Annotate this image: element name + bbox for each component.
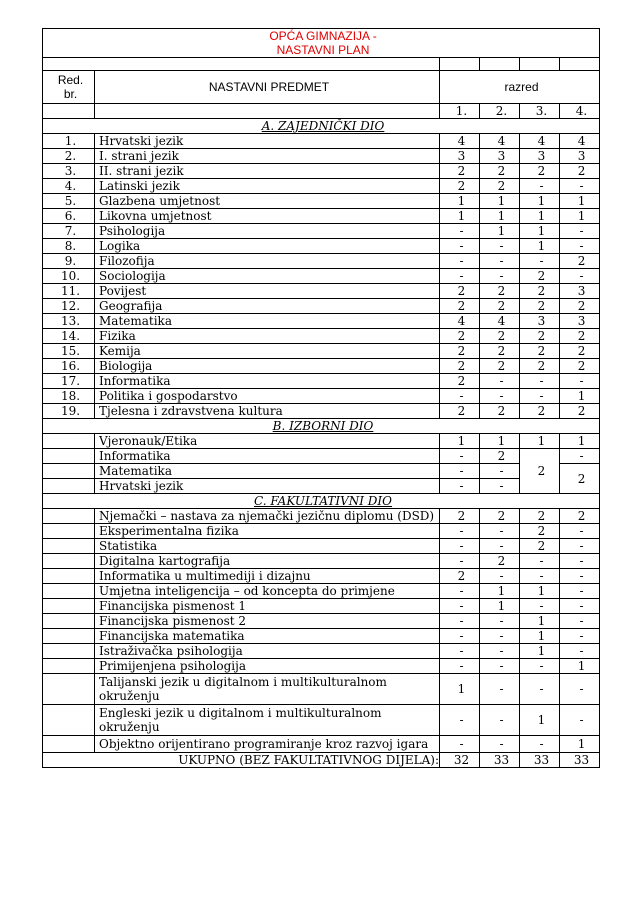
hours-cell: 2 xyxy=(480,404,520,419)
hours-cell: - xyxy=(440,449,480,464)
total-cell: 33 xyxy=(520,753,560,768)
hours-cell: - xyxy=(480,614,520,629)
section-b-row xyxy=(43,419,600,434)
hours-cell: - xyxy=(440,705,480,736)
subject-name: Informatika xyxy=(95,374,440,389)
hours-cell: - xyxy=(480,705,520,736)
table-row xyxy=(43,374,600,389)
row-number xyxy=(43,539,95,554)
table-row xyxy=(43,509,600,524)
row-number: 19. xyxy=(43,404,95,419)
table-row xyxy=(43,464,600,479)
table-row xyxy=(43,284,600,299)
row-number: 15. xyxy=(43,344,95,359)
subject-name: Eksperimentalna fizika xyxy=(95,524,440,539)
hours-cell: 2 xyxy=(520,359,560,374)
hours-cell: 2 xyxy=(520,329,560,344)
table-row xyxy=(43,359,600,374)
grade-2: 2. xyxy=(480,104,520,119)
hours-cell: - xyxy=(560,239,600,254)
hours-cell: 2 xyxy=(440,509,480,524)
hours-cell: 1 xyxy=(560,659,600,674)
hours-cell: 2 xyxy=(440,299,480,314)
hours-cell: 3 xyxy=(520,149,560,164)
subject-name: Talijanski jezik u digitalnom i multikulturalnom okruženju xyxy=(95,674,440,705)
subject-name: Vjeronauk/Etika xyxy=(95,434,440,449)
subject-name: Hrvatski jezik xyxy=(95,134,440,149)
subject-name: Biologija xyxy=(95,359,440,374)
table-row xyxy=(43,449,600,464)
hours-cell: 2 xyxy=(480,284,520,299)
table-row xyxy=(43,314,600,329)
hours-cell: - xyxy=(560,705,600,736)
hours-cell: 2 xyxy=(440,569,480,584)
hours-cell: 1 xyxy=(440,434,480,449)
hours-cell: - xyxy=(560,539,600,554)
hours-cell: - xyxy=(480,479,520,494)
row-number: 12. xyxy=(43,299,95,314)
hours-cell: 1 xyxy=(560,736,600,753)
hours-cell: 4 xyxy=(440,134,480,149)
row-number: 5. xyxy=(43,194,95,209)
table-row xyxy=(43,299,600,314)
table-row xyxy=(43,629,600,644)
hours-cell: - xyxy=(440,614,480,629)
hours-cell: - xyxy=(520,254,560,269)
hours-cell: - xyxy=(520,554,560,569)
hours-cell: 2 xyxy=(480,359,520,374)
table-row xyxy=(43,164,600,179)
subject-name: Njemački – nastava za njemački jezičnu diplomu (DSD) xyxy=(95,509,440,524)
hours-cell: 1 xyxy=(520,194,560,209)
predmet-header: NASTAVNI PREDMET xyxy=(95,71,440,104)
hours-cell: - xyxy=(440,524,480,539)
table-row xyxy=(43,554,600,569)
hours-cell: 1 xyxy=(520,705,560,736)
hours-cell: - xyxy=(560,644,600,659)
hours-cell: - xyxy=(440,254,480,269)
title-line-1: OPĆA GIMNAZIJA - xyxy=(269,29,377,43)
table-row xyxy=(43,705,600,736)
row-number xyxy=(43,705,95,736)
hours-cell: 1 xyxy=(520,629,560,644)
hours-cell: 1 xyxy=(480,224,520,239)
hours-cell: 2 xyxy=(440,344,480,359)
hours-cell: - xyxy=(560,614,600,629)
hours-cell: - xyxy=(520,374,560,389)
hours-cell: 2 xyxy=(560,344,600,359)
hours-cell: 2 xyxy=(560,254,600,269)
row-number: 16. xyxy=(43,359,95,374)
table-row xyxy=(43,434,600,449)
hours-cell: - xyxy=(520,599,560,614)
row-number xyxy=(43,554,95,569)
subject-name: Filozofija xyxy=(95,254,440,269)
hours-cell: - xyxy=(440,629,480,644)
hours-cell: - xyxy=(560,524,600,539)
table-row xyxy=(43,329,600,344)
hours-cell: 1 xyxy=(480,584,520,599)
hours-cell: 1 xyxy=(520,644,560,659)
hours-cell: 4 xyxy=(560,134,600,149)
hours-cell: 2 xyxy=(560,359,600,374)
hours-cell: - xyxy=(480,644,520,659)
table-row xyxy=(43,254,600,269)
hours-cell-merged: 2 xyxy=(520,449,560,494)
hours-cell: 4 xyxy=(440,314,480,329)
hours-cell: 2 xyxy=(480,344,520,359)
hours-cell: 2 xyxy=(520,164,560,179)
row-number: 13. xyxy=(43,314,95,329)
row-number xyxy=(43,524,95,539)
row-number: 2. xyxy=(43,149,95,164)
grade-4: 4. xyxy=(560,104,600,119)
hours-cell: - xyxy=(440,239,480,254)
total-cell: 33 xyxy=(480,753,520,768)
total-cell: 32 xyxy=(440,753,480,768)
hours-cell: 2 xyxy=(520,524,560,539)
table-row xyxy=(43,389,600,404)
row-number: 14. xyxy=(43,329,95,344)
curriculum-table xyxy=(42,28,600,768)
hours-cell: 2 xyxy=(560,404,600,419)
hours-cell: 1 xyxy=(560,194,600,209)
table-row xyxy=(43,674,600,705)
hours-cell: 1 xyxy=(520,584,560,599)
row-number xyxy=(43,674,95,705)
hours-cell: - xyxy=(560,584,600,599)
hours-cell: 2 xyxy=(440,329,480,344)
hours-cell: 2 xyxy=(560,329,600,344)
hours-cell: 2 xyxy=(440,284,480,299)
subject-name: Hrvatski jezik xyxy=(95,479,440,494)
hours-cell: - xyxy=(480,674,520,705)
razred-header: razred xyxy=(440,71,600,104)
subject-name: Psihologija xyxy=(95,224,440,239)
grade-1: 1. xyxy=(440,104,480,119)
hours-cell: 1 xyxy=(520,209,560,224)
subject-name: Informatika u multimediji i dizajnu xyxy=(95,569,440,584)
subject-name: Tjelesna i zdravstvena kultura xyxy=(95,404,440,419)
table-row xyxy=(43,224,600,239)
hours-cell: - xyxy=(440,539,480,554)
hours-cell: 2 xyxy=(480,299,520,314)
subject-name: Primijenjena psihologija xyxy=(95,659,440,674)
red-br-header: Red. br. xyxy=(43,71,95,104)
subject-name: Istraživačka psihologija xyxy=(95,644,440,659)
row-number xyxy=(43,479,95,494)
hours-cell: - xyxy=(560,629,600,644)
row-number xyxy=(43,569,95,584)
hours-cell: 3 xyxy=(560,149,600,164)
hours-cell: 2 xyxy=(440,359,480,374)
hours-cell: - xyxy=(520,659,560,674)
hours-cell: 2 xyxy=(480,179,520,194)
grade-row xyxy=(43,104,600,119)
hours-cell: - xyxy=(480,239,520,254)
row-number: 7. xyxy=(43,224,95,239)
hours-cell: - xyxy=(440,736,480,753)
hours-cell: 1 xyxy=(480,209,520,224)
hours-cell: - xyxy=(480,389,520,404)
hours-cell: 1 xyxy=(520,614,560,629)
subject-name: Statistika xyxy=(95,539,440,554)
hours-cell: - xyxy=(480,539,520,554)
hours-cell: 1 xyxy=(480,194,520,209)
hours-cell: 1 xyxy=(440,194,480,209)
table-row xyxy=(43,239,600,254)
hours-cell: 2 xyxy=(480,164,520,179)
subject-name: I. strani jezik xyxy=(95,149,440,164)
subject-name: Politika i gospodarstvo xyxy=(95,389,440,404)
hours-cell: - xyxy=(440,269,480,284)
subject-name: Objektno orijentirano programiranje kroz razvoj igara xyxy=(95,736,440,753)
section-c-row xyxy=(43,494,600,509)
row-number: 8. xyxy=(43,239,95,254)
hours-cell: - xyxy=(480,524,520,539)
table-row xyxy=(43,584,600,599)
subject-name: Financijska pismenost 1 xyxy=(95,599,440,614)
hours-cell: - xyxy=(480,464,520,479)
hours-cell: - xyxy=(560,269,600,284)
table-row xyxy=(43,209,600,224)
hours-cell: 3 xyxy=(560,284,600,299)
hours-cell: 1 xyxy=(440,674,480,705)
row-number: 6. xyxy=(43,209,95,224)
hours-cell: 3 xyxy=(440,149,480,164)
table-row xyxy=(43,134,600,149)
hours-cell: 4 xyxy=(480,314,520,329)
table-row xyxy=(43,569,600,584)
hours-cell: 1 xyxy=(560,434,600,449)
hours-cell: 1 xyxy=(560,389,600,404)
hours-cell: 1 xyxy=(480,599,520,614)
hours-cell: - xyxy=(480,374,520,389)
hours-cell: 2 xyxy=(480,329,520,344)
table-row xyxy=(43,479,600,494)
subject-name: Kemija xyxy=(95,344,440,359)
row-number: 17. xyxy=(43,374,95,389)
table-row xyxy=(43,644,600,659)
hours-cell: 2 xyxy=(440,179,480,194)
subject-name: Fizika xyxy=(95,329,440,344)
row-number xyxy=(43,449,95,464)
hours-cell: - xyxy=(440,464,480,479)
hours-cell: - xyxy=(560,554,600,569)
hours-cell-merged: 2 xyxy=(560,464,600,494)
hours-cell: 3 xyxy=(480,149,520,164)
grade-3: 3. xyxy=(520,104,560,119)
hours-cell: 2 xyxy=(480,449,520,464)
hours-cell: - xyxy=(440,599,480,614)
row-number xyxy=(43,659,95,674)
row-number: 9. xyxy=(43,254,95,269)
hours-cell: 2 xyxy=(520,299,560,314)
row-number: 10. xyxy=(43,269,95,284)
row-number xyxy=(43,644,95,659)
table-title xyxy=(43,29,600,58)
hours-cell: - xyxy=(480,659,520,674)
row-number xyxy=(43,509,95,524)
subject-name: Financijska pismenost 2 xyxy=(95,614,440,629)
subject-name: Latinski jezik xyxy=(95,179,440,194)
hours-cell: - xyxy=(520,736,560,753)
table-row xyxy=(43,179,600,194)
table-row xyxy=(43,524,600,539)
subject-name: Matematika xyxy=(95,464,440,479)
table-row xyxy=(43,269,600,284)
hours-cell: 2 xyxy=(440,164,480,179)
total-row xyxy=(43,753,600,768)
hours-cell: 2 xyxy=(480,554,520,569)
table-row xyxy=(43,614,600,629)
hours-cell: - xyxy=(440,659,480,674)
total-label: UKUPNO (BEZ FAKULTATIVNOG DIJELA): xyxy=(43,753,440,768)
hours-cell: 2 xyxy=(520,509,560,524)
row-number: 18. xyxy=(43,389,95,404)
hours-cell: - xyxy=(560,449,600,464)
hours-cell: - xyxy=(560,569,600,584)
row-number: 3. xyxy=(43,164,95,179)
hours-cell: - xyxy=(440,554,480,569)
hours-cell: 2 xyxy=(560,164,600,179)
section-a-title: A. ZAJEDNIČKI DIO xyxy=(43,119,600,134)
subject-name: Logika xyxy=(95,239,440,254)
hours-cell: 2 xyxy=(560,509,600,524)
hours-cell: - xyxy=(560,224,600,239)
hours-cell: - xyxy=(480,629,520,644)
hours-cell: 2 xyxy=(560,299,600,314)
hours-cell: 4 xyxy=(480,134,520,149)
table-row xyxy=(43,194,600,209)
row-number xyxy=(43,584,95,599)
hours-cell: - xyxy=(520,674,560,705)
total-cell: 33 xyxy=(560,753,600,768)
hours-cell: 1 xyxy=(520,224,560,239)
hours-cell: 2 xyxy=(520,269,560,284)
hours-cell: 1 xyxy=(440,209,480,224)
row-number xyxy=(43,736,95,753)
subject-name: Likovna umjetnost xyxy=(95,209,440,224)
hours-cell: 2 xyxy=(520,404,560,419)
hours-cell: 3 xyxy=(560,314,600,329)
table-row xyxy=(43,599,600,614)
hours-cell: 1 xyxy=(520,239,560,254)
hours-cell: - xyxy=(480,269,520,284)
row-number xyxy=(43,599,95,614)
subject-name: Umjetna inteligencija – od koncepta do primjene xyxy=(95,584,440,599)
title-line-2: NASTAVNI PLAN xyxy=(276,43,370,57)
subject-name: Engleski jezik u digitalnom i multikulturalnom okruženju xyxy=(95,705,440,736)
hours-cell: - xyxy=(440,479,480,494)
section-a-row xyxy=(43,119,600,134)
table-row xyxy=(43,659,600,674)
hours-cell: 1 xyxy=(560,209,600,224)
row-number xyxy=(43,434,95,449)
row-number: 1. xyxy=(43,134,95,149)
subject-name: II. strani jezik xyxy=(95,164,440,179)
hours-cell: 4 xyxy=(520,134,560,149)
subject-name: Glazbena umjetnost xyxy=(95,194,440,209)
hours-cell: - xyxy=(560,599,600,614)
subject-name: Matematika xyxy=(95,314,440,329)
hours-cell: 1 xyxy=(480,434,520,449)
subject-name: Povijest xyxy=(95,284,440,299)
section-b-title: B. IZBORNI DIO xyxy=(43,419,600,434)
row-number xyxy=(43,629,95,644)
subject-name: Geografija xyxy=(95,299,440,314)
hours-cell: 2 xyxy=(440,404,480,419)
hours-cell: - xyxy=(440,644,480,659)
hours-cell: 2 xyxy=(480,509,520,524)
hours-cell: 3 xyxy=(520,314,560,329)
table-row xyxy=(43,149,600,164)
hours-cell: - xyxy=(440,584,480,599)
table-row xyxy=(43,344,600,359)
hours-cell: - xyxy=(440,389,480,404)
hours-cell: - xyxy=(520,569,560,584)
header-row xyxy=(43,71,600,104)
hours-cell: 2 xyxy=(520,539,560,554)
hours-cell: - xyxy=(560,374,600,389)
table-row xyxy=(43,404,600,419)
row-number: 4. xyxy=(43,179,95,194)
hours-cell: 1 xyxy=(520,434,560,449)
hours-cell: - xyxy=(480,736,520,753)
hours-cell: 2 xyxy=(440,374,480,389)
subject-name: Sociologija xyxy=(95,269,440,284)
hours-cell: - xyxy=(480,569,520,584)
spacer-row xyxy=(43,58,600,71)
hours-cell: 2 xyxy=(520,344,560,359)
hours-cell: 2 xyxy=(520,284,560,299)
hours-cell: - xyxy=(480,254,520,269)
table-row xyxy=(43,736,600,753)
row-number xyxy=(43,614,95,629)
hours-cell: - xyxy=(440,224,480,239)
row-number: 11. xyxy=(43,284,95,299)
subject-name: Informatika xyxy=(95,449,440,464)
hours-cell: - xyxy=(520,179,560,194)
hours-cell: - xyxy=(520,389,560,404)
row-number xyxy=(43,464,95,479)
section-c-title: C. FAKULTATIVNI DIO xyxy=(43,494,600,509)
subject-name: Financijska matematika xyxy=(95,629,440,644)
table-row xyxy=(43,539,600,554)
hours-cell: - xyxy=(560,179,600,194)
hours-cell: - xyxy=(560,674,600,705)
subject-name: Digitalna kartografija xyxy=(95,554,440,569)
